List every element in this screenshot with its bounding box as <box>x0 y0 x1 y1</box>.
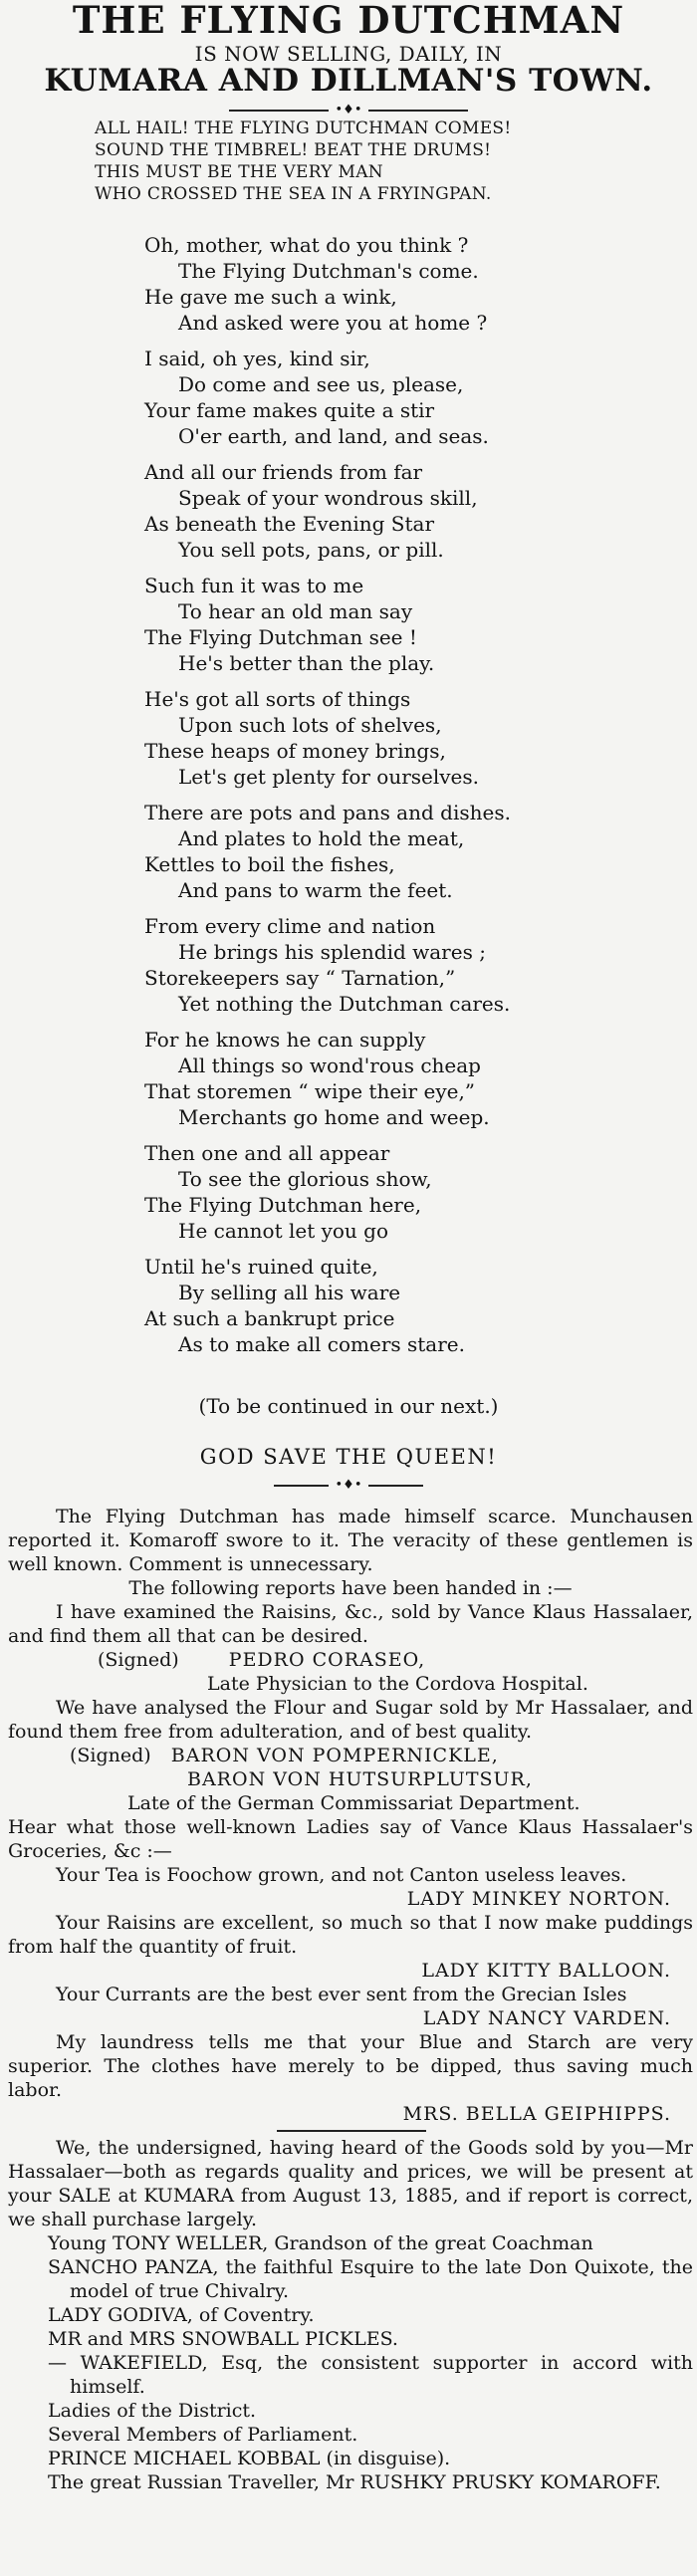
testimonial: Your Raisins are excellent, so much so that I now make puddings from half the quantity of fruit. <box>8 1912 693 1958</box>
signature-line <box>8 1648 693 1672</box>
signatory-name: PEDRO CORASEO, <box>228 1649 426 1671</box>
god-save-the-queen: GOD SAVE THE QUEEN! <box>199 1445 498 1469</box>
poem-stanza <box>144 1027 511 1130</box>
poem-stanza <box>144 232 511 336</box>
poem-line: Storekeepers say “ Tarnation,” <box>144 966 456 990</box>
signatory-entry: SANCHO PANZA, the faithful Esquire to the late Don Quixote, the model of true Chivalry. <box>48 2256 693 2302</box>
paragraph: The following reports have been handed in :— <box>128 1577 573 1599</box>
poem-line: Upon such lots of shelves, <box>178 713 442 737</box>
testimonial: Your Tea is Foochow grown, and not Canton useless leaves. <box>56 1864 627 1886</box>
poem-line: The Flying Dutchman's come. <box>178 259 479 283</box>
signed-label: (Signed) <box>98 1649 179 1671</box>
testimonial-signature: LADY NANCY VARDEN. <box>422 2007 671 2029</box>
signatory-title: Late of the German Commissariat Department. <box>127 1792 581 1814</box>
poem-stanza <box>144 459 511 563</box>
poem-line: These heaps of money brings, <box>144 739 446 763</box>
poem-line: For he knows he can supply <box>144 1028 426 1052</box>
signatory-title: Late Physician to the Cordova Hospital. <box>207 1673 588 1695</box>
poem-line: That storemen “ wipe their eye,” <box>144 1079 476 1103</box>
signatory-entry: — WAKEFIELD, Esq, the consistent supporter in accord with himself. <box>48 2352 693 2398</box>
headline-title: THE FLYING DUTCHMAN <box>72 0 625 42</box>
poem-line: Until he's ruined quite, <box>144 1255 378 1279</box>
poem-line: And plates to hold the meat, <box>178 826 465 850</box>
testimonial-signature: MRS. BELLA GEIPHIPPS. <box>402 2103 671 2125</box>
hail-line: THIS MUST BE THE VERY MAN <box>95 162 383 182</box>
poem-line: Do come and see us, please, <box>178 372 464 396</box>
divider-spacer <box>8 2126 693 2136</box>
poem-line: Yet nothing the Dutchman cares. <box>178 992 511 1016</box>
poem-stanza <box>144 1254 511 1357</box>
poem-line: Kettles to boil the fishes, <box>144 852 395 876</box>
headline-subtitle: IS NOW SELLING, DAILY, IN <box>194 42 503 66</box>
paragraph: Hear what those well-known Ladies say of Vance Klaus Hassalaer's Groceries, &c :— <box>8 1816 693 1862</box>
poem-stanza <box>144 573 511 676</box>
poem-line: And asked were you at home ? <box>178 311 488 335</box>
poem-line: Let's get plenty for ourselves. <box>178 765 480 789</box>
poem-stanza <box>144 1140 511 1244</box>
signature-line <box>8 1744 693 1767</box>
poem-line: To hear an old man say <box>178 599 413 623</box>
paragraph: We have analysed the Flour and Sugar sold by Mr Hassalaer, and found them free from adulteration, and of best quality. <box>8 1697 693 1743</box>
paragraph: The Flying Dutchman has made himself scarce. Munchausen reported it. Komaroff swore to it. The veracity of these gentlemen is well known. Comment is unnecessary. <box>8 1506 693 1575</box>
signatory-entry: LADY GODIVA, of Coventry. <box>48 2304 315 2326</box>
poem-line: Oh, mother, what do you think ? <box>144 233 469 257</box>
signatories-list <box>8 2231 693 2494</box>
poem-line: Merchants go home and weep. <box>178 1105 490 1129</box>
testimonial: My laundress tells me that your Blue and Starch are very superior. The clothes have merely to be dipped, thus saving much labor. <box>8 2031 693 2101</box>
testimonial-signature: LADY MINKEY NORTON. <box>406 1888 671 1910</box>
paragraph: I have examined the Raisins, &c., sold by Vance Klaus Hassalaer, and find them all that can be desired. <box>8 1601 693 1647</box>
poem-line: He's got all sorts of things <box>144 687 411 711</box>
poem-line: Speak of your wondrous skill, <box>178 486 478 510</box>
poem-line: All things so wond'rous cheap <box>178 1054 481 1077</box>
poem-stanza <box>144 686 511 790</box>
signatory-name: BARON VON HUTSURPLUTSUR, <box>187 1768 533 1790</box>
poem-line: He gave me such a wink, <box>144 285 397 309</box>
hail-verse <box>95 117 512 205</box>
divider-ornament: •♦• <box>329 1479 368 1493</box>
signatory-name: BARON VON POMPERNICKLE, <box>170 1745 499 1766</box>
signatory-entry: The great Russian Traveller, Mr RUSHKY PRUSKY KOMAROFF. <box>48 2471 661 2493</box>
poem-line: From every clime and nation <box>144 914 436 938</box>
poem-line: Such fun it was to me <box>144 574 364 597</box>
poem-line: The Flying Dutchman here, <box>144 1193 422 1217</box>
testimonial: Your Currants are the best ever sent from the Grecian Isles <box>56 1984 627 2005</box>
hail-line: WHO CROSSED THE SEA IN A FRYINGPAN. <box>95 184 492 204</box>
poem-line: Then one and all appear <box>144 1141 390 1165</box>
signatory-entry: Young TONY WELLER, Grandson of the great Coachman <box>48 2232 593 2254</box>
divider-ornament: •♦• <box>329 104 368 117</box>
poem-line: To see the glorious show, <box>178 1167 432 1191</box>
signatory-entry: Several Members of Parliament. <box>48 2424 358 2446</box>
poem-line: He's better than the play. <box>178 651 435 675</box>
poem-line: Your fame makes quite a stir <box>144 398 435 422</box>
poem-line: As beneath the Evening Star <box>144 512 435 536</box>
hail-line: SOUND THE TIMBREL! BEAT THE DRUMS! <box>95 140 492 160</box>
poem-line: And all our friends from far <box>144 460 423 484</box>
signatory-entry: Ladies of the District. <box>48 2400 257 2422</box>
poem-line: There are pots and pans and dishes. <box>144 801 511 824</box>
poem <box>144 232 511 1367</box>
article-body <box>8 1505 693 2494</box>
headline-location: KUMARA AND DILLMAN'S TOWN. <box>44 63 653 99</box>
poem-line: By selling all his ware <box>178 1281 401 1304</box>
poem-line: At such a bankrupt price <box>144 1306 395 1330</box>
continued-note: (To be continued in our next.) <box>198 1394 499 1418</box>
poem-line: The Flying Dutchman see ! <box>144 625 417 649</box>
poem-stanza <box>144 346 511 449</box>
poem-line: O'er earth, and land, and seas. <box>178 424 489 448</box>
testimonial-signature: LADY KITTY BALLOON. <box>421 1960 671 1982</box>
poem-line: As to make all comers stare. <box>178 1332 465 1356</box>
paragraph: We, the undersigned, having heard of the Goods sold by you—Mr Hassalaer—both as regards quality and prices, we will be present at your SALE at KUMARA from August 13, 1885, and if report is correct, we shall purchase largely. <box>8 2137 693 2230</box>
signatory-entry: MR and MRS SNOWBALL PICKLES. <box>48 2328 398 2350</box>
signatory-entry: PRINCE MICHAEL KOBBAL (in disguise). <box>48 2448 451 2469</box>
signed-label: (Signed) <box>70 1745 151 1766</box>
poem-line: He brings his splendid wares ; <box>178 940 486 964</box>
poem-line: You sell pots, pans, or pill. <box>178 538 444 562</box>
poem-line: And pans to warm the feet. <box>178 878 453 902</box>
poem-line: He cannot let you go <box>178 1219 389 1243</box>
poem-stanza <box>144 800 511 903</box>
poem-line: I said, oh yes, kind sir, <box>144 347 370 370</box>
divider-rule <box>277 2130 426 2132</box>
poem-stanza <box>144 913 511 1017</box>
hail-line: ALL HAIL! THE FLYING DUTCHMAN COMES! <box>95 118 512 138</box>
